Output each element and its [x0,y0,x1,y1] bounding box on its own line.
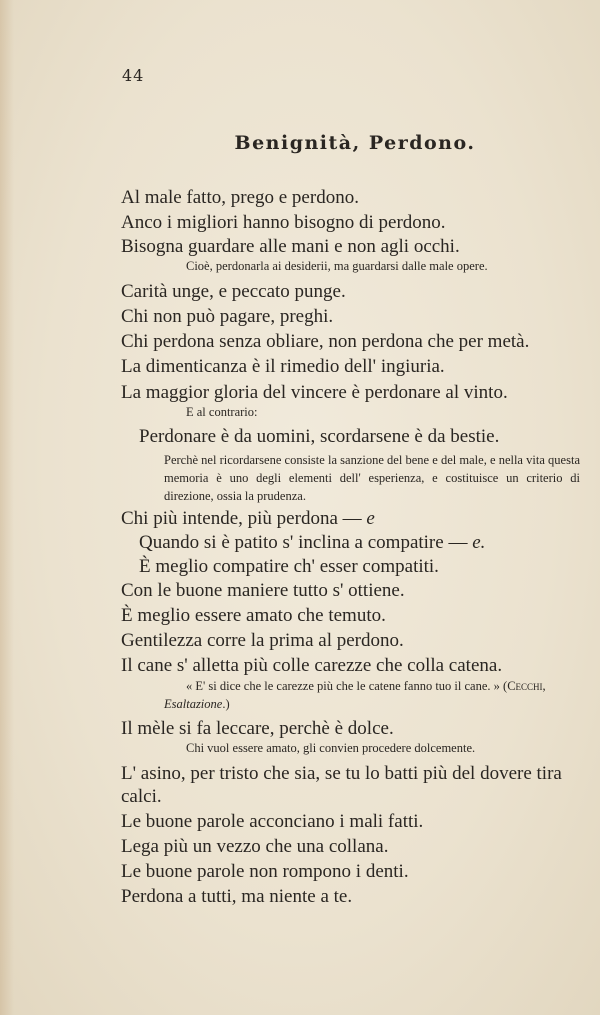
proverb-16: Il cane s' alletta più colle carezze che colla catena. [121,655,503,676]
note-end: .) [222,697,230,711]
proverb-11-text: Quando si è patito s' inclina a compatire — [139,532,468,553]
proverb-19: Le buone parole acconciano i mali fatti. [121,811,424,832]
proverb-5: Chi non può pagare, preghi. [121,306,334,327]
section-title: Benignità, Perdono. [234,132,476,154]
proverb-8-note: E al contrario: [186,405,258,419]
proverb-2: Anco i migliori hanno bisogno di perdono. [121,212,446,233]
note-author: Cecchi [507,679,543,693]
proverb-3: Bisogna guardare alle mani e non agli occhi. [121,236,460,257]
proverb-18: L' asino, per tristo che sia, se tu lo batti più del dovere tira calci. [121,763,562,807]
proverb-10-tail: e [366,508,375,529]
note-work: Esaltazione [164,697,223,711]
proverb-14: È meglio essere amato che temuto. [121,605,386,626]
proverb-12: È meglio compatire ch' esser compatiti. [139,556,439,577]
proverb-8: La maggior gloria del vincere è perdonare al vinto. [121,382,508,403]
proverb-3-note: Cioè, perdonarla ai desiderii, ma guardarsi dalle male opere. [186,259,488,273]
proverb-6: Chi perdona senza obliare, non perdona che per metà. [121,331,530,352]
proverb-7: La dimenticanza è il rimedio dell' ingiuria. [121,356,445,377]
proverb-16-note-cont [164,697,230,712]
proverb-10-text: Chi più intende, più perdona — [121,508,362,529]
proverb-21: Le buone parole non rompono i denti. [121,861,409,882]
proverb-17-note: Chi vuol essere amato, gli convien procedere dolcemente. [186,741,476,755]
proverb-16-note [186,679,546,694]
proverb-1: Al male fatto, prego e perdono. [121,187,359,208]
page-number: 44 [122,66,145,85]
proverb-11 [139,532,485,554]
proverb-22: Perdona a tutti, ma niente a te. [121,886,353,907]
proverb-15: Gentilezza corre la prima al perdono. [121,630,404,651]
proverb-4: Carità unge, e peccato punge. [121,281,346,302]
proverb-17: Il mèle si fa leccare, perchè è dolce. [121,718,394,739]
proverb-9: Perdonare è da uomini, scordarsene è da bestie. [139,426,500,447]
proverb-13: Con le buone maniere tutto s' ottiene. [121,580,405,601]
proverb-11-tail: e. [472,532,486,553]
proverb-20: Lega più un vezzo che una collana. [121,836,389,857]
proverb-9-note: Perchè nel ricordarsene consiste la sanzione del bene e del male, e nella vita questa memoria è uno degli elementi dell' esperienza, e costituisce un criterio di direzione, ossia la prudenza. [164,453,580,503]
proverb-10 [121,508,375,530]
note-quote: « E' si dice che le carezze più che le catene fanno tuo il cane. » ( [186,679,508,693]
note-separator: , [542,679,546,693]
